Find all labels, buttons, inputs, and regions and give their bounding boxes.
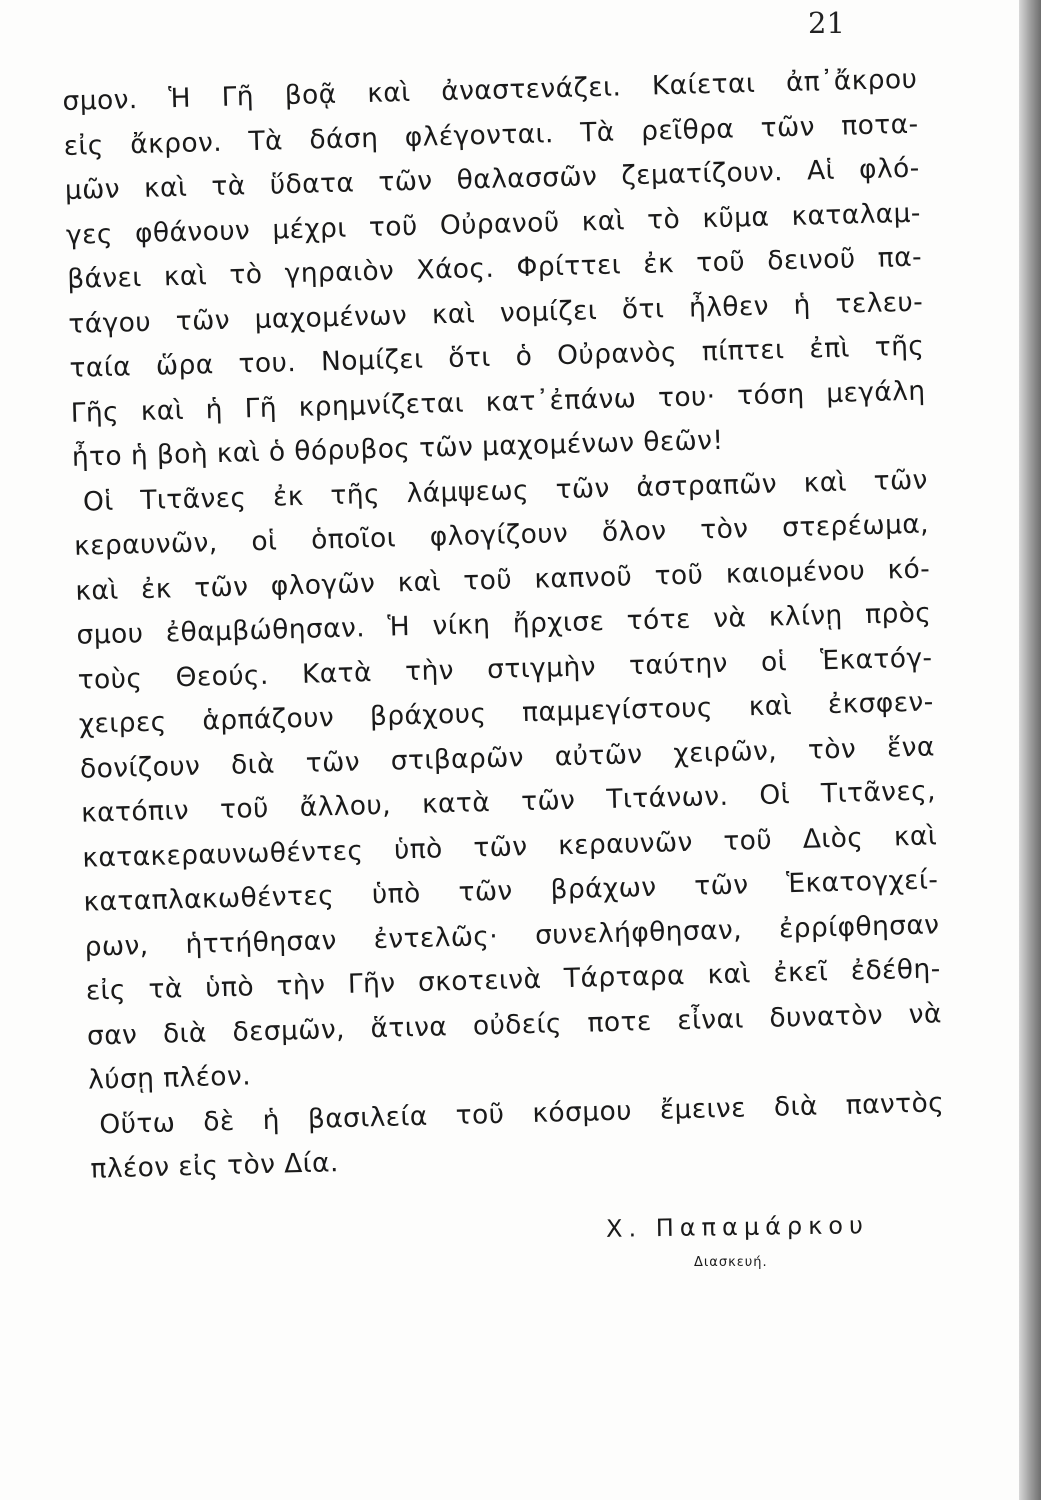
text-line: κεραυνῶν, οἱ ὁποῖοι φλογίζουν ὅλον τὸν στερέωμα, [73,508,930,562]
text-line: τάγου τῶν μαχομένων καὶ νομίζει ὅτι ἦλθεν ἡ τελευ- [67,286,924,340]
text-line: κατακεραυνωθέντες ὑπὸ τῶν κεραυνῶν τοῦ Διὸς καὶ [81,819,938,874]
text-line: ἦτο ἡ βοὴ καὶ ὁ θόρυβος τῶν μαχομένων θεῶν! [71,424,724,473]
text-line: τοὺς Θεούς. Κατὰ τὴν στιγμὴν ταύτην οἱ Ἑκατόγ- [77,641,933,696]
text-body [62,58,946,1193]
text-line: καταπλακωθέντες ὑπὸ τῶν βράχων τῶν Ἑκατογχεί- [83,864,939,918]
text-line: χειρες ἁρπάζουν βράχους παμμεγίστους καὶ ἐκσφεν- [78,686,934,740]
text-line: μῶν καὶ τὰ ὕδατα τῶν θαλασσῶν ζεματίζουν. Αἱ φλό- [64,152,921,206]
text-line: κατόπιν τοῦ ἄλλου, κατὰ τῶν Τιτάνων. Οἱ Τιτᾶνες, [80,775,937,829]
text-line: εἰς ἄκρον. Τὰ δάση φλέγονται. Τὰ ρεῖθρα τῶν ποτα- [63,108,919,162]
text-line: γες φθάνουν μέχρι τοῦ Οὐρανοῦ καὶ τὸ κῦμα καταλαμ- [65,197,922,251]
author-signature: Χ. Παπαμάρκου [605,1211,870,1243]
text-line: δονίζουν διὰ τῶν στιβαρῶν αὐτῶν χειρῶν, τὸν ἕνα [79,730,936,785]
text-line: λύσῃ πλέον. [87,1060,252,1096]
adaptation-credit: Διασκευή. [694,1255,768,1270]
text-line: καὶ ἐκ τῶν φλογῶν καὶ τοῦ καπνοῦ τοῦ καιομένου κό- [74,552,931,607]
text-line: Οὕτω δὲ ἡ βασιλεία τοῦ κόσμου ἔμεινε διὰ παντὸς [98,1086,945,1140]
text-line: βάνει καὶ τὸ γηραιὸν Χάος. Φρίττει ἐκ τοῦ δεινοῦ πα- [66,241,923,295]
text-line: Οἱ Τιτᾶνες ἐκ τῆς λάμψεως τῶν ἀστραπῶν καὶ τῶν [82,463,929,518]
text-line: σμον. Ἡ Γῆ βοᾷ καὶ ἀναστενάζει. Καίεται ἀπ᾿ἄκρου [62,63,918,117]
text-line: σαν διὰ δεσμῶν, ἅτινα οὐδείς ποτε εἶναι δυνατὸν νὰ [86,997,943,1052]
text-line: σμου ἐθαμβώθησαν. Ἡ νίκη ἤρχισε τότε νὰ κλίνῃ πρὸς [76,597,932,651]
page-number: 21 [808,6,845,40]
text-line: πλέον εἰς τὸν Δία. [90,1147,340,1185]
text-line: εἰς τὰ ὑπὸ τὴν Γῆν σκοτεινὰ Τάρταρα καὶ ἐκεῖ ἐδέθη- [85,953,941,1007]
page-binding-shadow [1019,0,1041,1500]
text-line: ρων, ἡττήθησαν ἐντελῶς· συνελήφθησαν, ἐρρίφθησαν [84,908,940,963]
text-line: Γῆς καὶ ἡ Γῆ κρημνίζεται κατ᾿ἐπάνω του· τόση μεγάλη [70,375,926,429]
text-line: ταία ὥρα του. Νομίζει ὅτι ὁ Οὐρανὸς πίπτει ἐπὶ τῆς [69,330,925,384]
